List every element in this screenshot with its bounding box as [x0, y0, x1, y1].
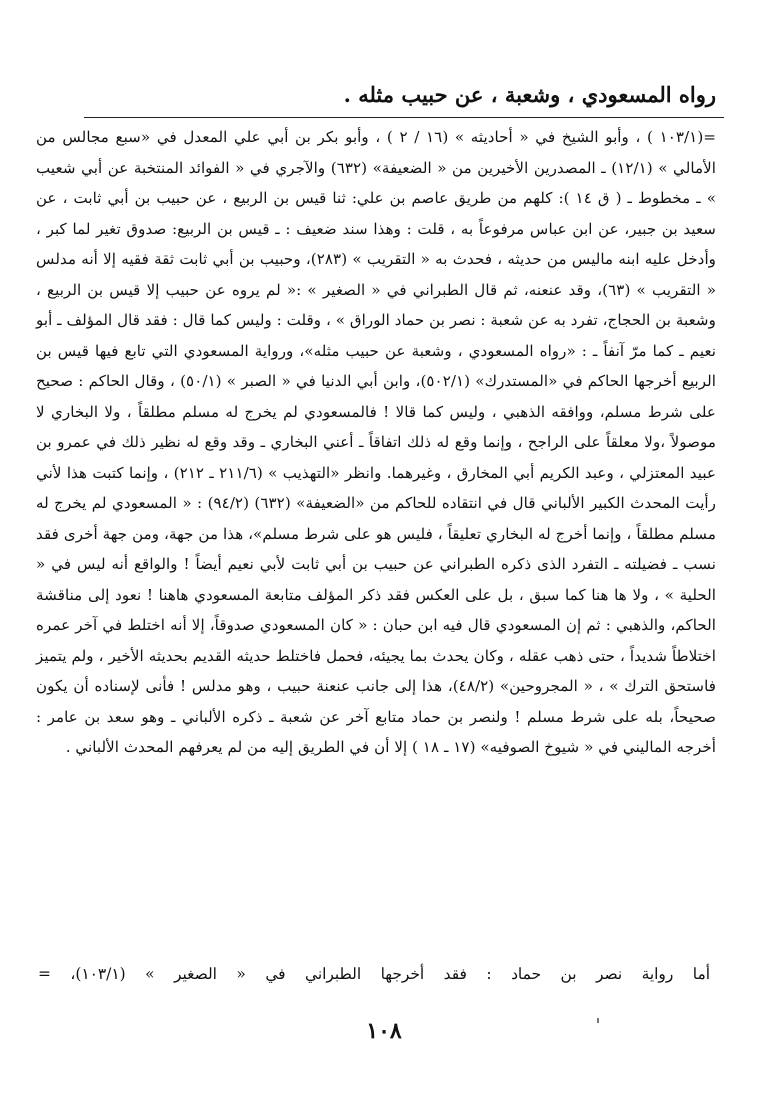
footnote-block: [36, 122, 716, 763]
separator-rule: [84, 117, 724, 118]
footnote-continuation-line: أما رواية نصر بن حماد : فقد أخرجها الطبراني في « الصغير » (١٠٣/١)، =: [38, 965, 711, 983]
main-text-line: رواه المسعودي ، وشعبة ، عن حبيب مثله .: [343, 82, 716, 107]
footnote-text: =(١٠٣/١ ) ، وأبو الشيخ في « أحاديثه » (١٦ / ٢ ) ، وأبو بكر بن أبي علي المعدل في «سبع مجالس من الأمالي » (١٢/١) ـ المصدرين الأخيرين من « الضعيفة» (٦٣٢) والآجري في « الفوائد المنتخبة عن أبي شعيب » ـ مخطوط ـ ( ق ١٤ ): كلهم من طريق عاصم بن علي: ثنا قيس بن الربيع ، عن حبيب بن أبي ثابت ، عن سعيد بن جبير، عن ابن عباس مرفوعاً به ، قلت : وهذا سند ضعيف : ـ قيس بن الربيع: صدوق تغير لما كبر ، وأدخل عليه ابنه ماليس من حديثه ، فحدث به « التقريب » (٢٨٣)، وحبيب بن أبي ثابت ثقة فقيه إلا أنه مدلس « التقريب » (٦٣)، وقد عنعنه، ثم قال الطبراني في « الصغير » :« لم يروه عن حبيب إلا قيس بن الربيع ، وشعبة بن الحجاج، تفرد به عن شعبة : نصر بن حماد الوراق » ، وقلت : وليس كما قال : فقد قال المؤلف ـ أبو نعيم ـ كما مرّ آنفاً ـ : «رواه المسعودي ، وشعبة عن حبيب مثله»، ورواية المسعودي التي تابع فيها قيس بن الربيع أخرجها الحاكم في «المستدرك» (٥٠٢/١)، وابن أبي الدنيا في « الصبر » (٥٠/١) ، وقال الحاكم : صحيح على شرط مسلم، ووافقه الذهبي ، وليس كما قالا ! فالمسعودي لم يخرج له مسلم مطلقاً ، ولا البخاري لا موصولاً ،ولا معلقاً على الراجح ، وإنما وقع له ذلك اتفاقاً ـ أعني البخاري ـ وقد وقع له نظير ذلك في عمرو بن عبيد المعتزلي ، وعبد الكريم أبي المخارق ، وغيرهما. وانظر «التهذيب » (٢١١/٦ ـ ٢١٢) ، وإنما كتبت هذا لأني رأيت المحدث الكبير الألباني قال في انتقاده للحاكم من «الضعيفة» (٦٣٢) (٩٤/٢) : « المسعودي لم يخرج له مسلم مطلقاً ، وإنما أخرج له البخاري تعليقاً ، فليس هو على شرط مسلم»، هذا من جهة، ومن جهة أخرى فقد نسب ـ فضيلته ـ التفرد الذى ذكره الطبراني عن حبيب بن أبي ثابت لأبي نعيم أيضاً ! والواقع أنه ليس في « الحلية » ، ولا ها هنا كما سبق ، بل على العكس فقد ذكر المؤلف متابعة المسعودي هاهنا ! نعود إلى مناقشة الحاكم، والذهبي : ثم إن المسعودي قال فيه ابن حبان : « كان المسعودي صدوقاً، إلا أنه اختلط في آخر عمره اختلاطاً شديداً ، حتى ذهب عقله ، وكان يحدث بما يجيئه، فحمل فاختلط حديثه القديم بحديثه الأخير ، ولم يتميز فاستحق الترك » ، « المجروحين» (٤٨/٢)، هذا إلى جانب عنعنة حبيب ، وهو مدلس ! فأنى لإسناده أن يكون صحيحاً، بله على شرط مسلم ! ولنصر بن حماد متابع آخر عن شعبة ـ ذكره الألباني ـ وهو سعد بن عامر : أخرجه الماليني في « شيوخ الصوفيه» (١٧ ـ ١٨ ) إلا أن في الطريق إليه من لم يعرفهم المحدث الألباني .: [36, 128, 717, 756]
page-number: ١٠٨: [366, 1018, 402, 1044]
